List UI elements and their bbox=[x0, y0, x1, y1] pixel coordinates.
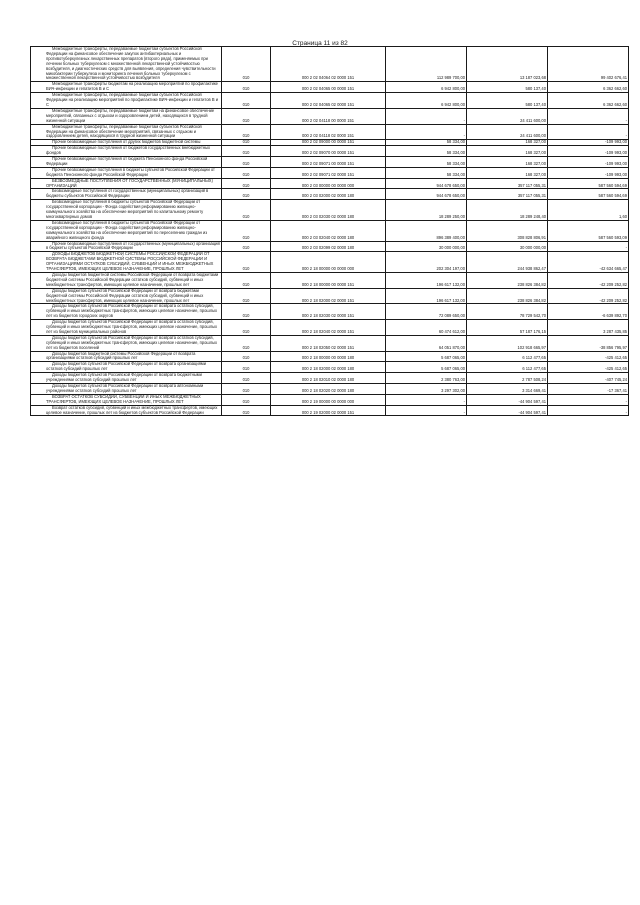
row-name-cell bbox=[31, 351, 222, 362]
row-name-text: Доходы бюджетов субъектов Российской Федерации от возврата остатков субсидий, субвенций и иных межбюджетных трансфертов, имеющих целевое назначение, прошлых лет из бюджетов городских округов bbox=[46, 303, 218, 319]
table-row bbox=[31, 167, 629, 178]
row-code-cell: 010 bbox=[222, 272, 271, 288]
row-remaining-cell: 587 560 594,69 bbox=[548, 189, 629, 200]
row-code-cell: 010 bbox=[222, 157, 271, 168]
table-row bbox=[31, 178, 629, 189]
table-row bbox=[31, 320, 629, 336]
row-remaining-cell: -6 639 892,70 bbox=[548, 304, 629, 320]
row-name-text: Прочие безвозмездные поступления от бюджета Пенсионного фонда Российской Федерации bbox=[46, 156, 208, 166]
row-name-cell bbox=[31, 124, 222, 140]
row-approved-cell: 196 617 132,00 bbox=[386, 288, 467, 304]
row-executed-cell: 168 327,00 bbox=[467, 140, 548, 146]
row-remaining-cell: 587 560 594,69 bbox=[548, 178, 629, 189]
row-remaining-cell: 587 560 593,09 bbox=[548, 220, 629, 241]
row-kbk-cell: 000 2 03 02030 02 0000 180 bbox=[271, 200, 386, 221]
row-name-text: Доходы бюджетов субъектов Российской Федерации от возврата организациями остатков субсидий прошлых лет bbox=[46, 361, 207, 372]
row-kbk-cell: 000 2 03 02040 02 0000 180 bbox=[271, 220, 386, 241]
row-executed-cell: 357 117 055,31 bbox=[467, 178, 548, 189]
row-kbk-cell: 000 2 02 09000 00 0000 151 bbox=[271, 140, 386, 146]
row-approved-cell: - bbox=[386, 124, 467, 140]
row-name-text: Прочие безвозмездные поступления в бюджеты субъектов Российской Федерации от бюджета Пенсионного фонда Российской Федерации bbox=[46, 167, 215, 177]
row-name-cell bbox=[31, 178, 222, 189]
row-kbk-cell: 000 2 18 02000 02 0000 180 bbox=[271, 362, 386, 373]
table-row bbox=[31, 82, 629, 93]
row-code-cell: 010 bbox=[222, 47, 271, 82]
table-row bbox=[31, 394, 629, 405]
row-approved-cell: 944 678 650,00 bbox=[386, 189, 467, 200]
table-row bbox=[31, 351, 629, 362]
row-approved-cell: 5 687 065,00 bbox=[386, 362, 467, 373]
row-name-text: ДОХОДЫ БЮДЖЕТОВ БЮДЖЕТНОЙ СИСТЕМЫ РОССИЙСКОЙ ФЕДЕРАЦИИ ОТ ВОЗВРАТА БЮДЖЕТАМИ БЮДЖЕТНОЙ СИСТЕМЫ РОССИЙСКОЙ ФЕДЕРАЦИИ И ОРГАНИЗАЦИЯМИ ОСТАТКОВ СУБСИДИЙ, СУБВЕНЦИЙ И ИНЫХ МЕЖБЮДЖЕТНЫХ ТРАНСФЕРТОВ, ИМЕЮЩИХ ЦЕЛЕВОЕ НАЗНАЧЕНИЕ, ПРОШЛЫХ ЛЕТ bbox=[46, 251, 214, 272]
row-name-cell bbox=[31, 252, 222, 273]
row-name-text: Доходы бюджетов бюджетной системы Российской Федерации от возврата организациями остатков субсидий прошлых лет bbox=[46, 351, 196, 361]
row-code-cell: 010 bbox=[222, 320, 271, 336]
row-code-cell: 010 bbox=[222, 241, 271, 252]
row-kbk-cell: 000 2 19 02000 02 0000 151 bbox=[271, 405, 386, 416]
row-name-text: Межбюджетные трансферты, передаваемые бюджетам субъектов Российской Федерации на реализацию мероприятий по профилактике ВИЧ-инфекции и гепатитов B и C bbox=[46, 92, 218, 107]
row-kbk-cell: 000 2 03 02000 02 0000 180 bbox=[271, 189, 386, 200]
row-name-cell bbox=[31, 200, 222, 221]
row-kbk-cell: 000 2 02 04064 02 0000 151 bbox=[271, 47, 386, 82]
row-name-cell bbox=[31, 140, 222, 146]
row-kbk-cell: 000 2 03 02099 02 0000 180 bbox=[271, 241, 386, 252]
row-executed-cell: 168 327,00 bbox=[467, 157, 548, 168]
row-name-text: Доходы бюджетов субъектов Российской Федерации от возврата бюджетными учреждениями остатков субсидий прошлых лет bbox=[46, 372, 202, 383]
row-name-cell bbox=[31, 146, 222, 157]
row-approved-cell: 58 334,00 bbox=[386, 146, 467, 157]
row-kbk-cell: 000 2 02 04065 00 0000 151 bbox=[271, 82, 386, 93]
row-approved-cell: 6 942 800,00 bbox=[386, 93, 467, 109]
table-row bbox=[31, 220, 629, 241]
row-name-cell bbox=[31, 405, 222, 416]
row-name-text: Доходы бюджетов субъектов Российской Федерации от возврата остатков субсидий, субвенций и иных межбюджетных трансфертов, имеющих целевое назначение, прошлых лет из бюджетов поселений bbox=[46, 335, 218, 350]
row-approved-cell: 896 389 400,00 bbox=[386, 220, 467, 241]
row-approved-cell: 58 334,00 bbox=[386, 157, 467, 168]
row-remaining-cell: 6 362 662,60 bbox=[548, 82, 629, 93]
row-executed-cell: 24 411 600,00 bbox=[467, 124, 548, 140]
row-name-cell bbox=[31, 362, 222, 373]
row-executed-cell: 57 187 176,15 bbox=[467, 320, 548, 336]
row-executed-cell: 24 411 600,00 bbox=[467, 108, 548, 124]
row-name-cell bbox=[31, 189, 222, 200]
row-code-cell: 010 bbox=[222, 335, 271, 351]
row-kbk-cell: 000 2 18 02050 02 0000 151 bbox=[271, 335, 386, 351]
row-executed-cell: 102 918 665,97 bbox=[467, 335, 548, 351]
table-row bbox=[31, 157, 629, 168]
row-kbk-cell: 000 2 02 09070 00 0000 151 bbox=[271, 146, 386, 157]
row-name-text: Безвозмездные поступления в бюджеты субъектов Российской Федерации от государственной корпорации - Фонда содействия реформированию жилищно-коммунального хозяйства на обеспечение мероприятий по переселению граждан из аварийного жилищного фонда bbox=[46, 220, 208, 240]
row-approved-cell: 64 051 870,00 bbox=[386, 335, 467, 351]
row-name-cell bbox=[31, 384, 222, 395]
row-executed-cell: -44 904 597,41 bbox=[467, 394, 548, 405]
row-name-cell bbox=[31, 47, 222, 82]
table-row bbox=[31, 93, 629, 109]
row-kbk-cell: 000 2 02 04118 00 0000 151 bbox=[271, 108, 386, 124]
row-remaining-cell: 1,60 bbox=[548, 200, 629, 221]
row-executed-cell: 30 000 000,00 bbox=[467, 241, 548, 252]
row-approved-cell: 112 989 700,00 bbox=[386, 47, 467, 82]
row-name-text: Безвозмездные поступления от государственных (муниципальных) организаций в бюджеты субъектов Российской Федерации bbox=[46, 188, 209, 199]
row-kbk-cell: 000 2 02 09071 00 0000 151 bbox=[271, 157, 386, 168]
row-remaining-cell: -109 993,00 bbox=[548, 167, 629, 178]
row-name-text: Доходы бюджетов субъектов Российской Федерации от возврата автономными учреждениями остатков субсидий прошлых лет bbox=[46, 383, 204, 393]
row-name-text: Прочие безвозмездные поступления от государственных (муниципальных) организаций в бюджеты субъектов Российской Федерации bbox=[46, 241, 220, 251]
row-name-cell bbox=[31, 93, 222, 109]
row-name-cell bbox=[31, 304, 222, 320]
row-name-cell bbox=[31, 373, 222, 384]
row-approved-cell: - bbox=[386, 108, 467, 124]
row-code-cell: 010 bbox=[222, 200, 271, 221]
row-executed-cell: 6 112 477,65 bbox=[467, 351, 548, 362]
row-code-cell: 010 bbox=[222, 93, 271, 109]
table-row bbox=[31, 140, 629, 146]
row-remaining-cell: - bbox=[548, 405, 629, 416]
row-executed-cell: 2 787 508,24 bbox=[467, 373, 548, 384]
table-row bbox=[31, 335, 629, 351]
row-remaining-cell: -17 367,41 bbox=[548, 384, 629, 395]
row-kbk-cell: 000 2 18 02040 02 0000 151 bbox=[271, 320, 386, 336]
row-executed-cell: 168 327,00 bbox=[467, 167, 548, 178]
row-kbk-cell: 000 2 02 04065 02 0000 151 bbox=[271, 93, 386, 109]
row-kbk-cell: 000 2 03 00000 00 0000 000 bbox=[271, 178, 386, 189]
row-name-cell bbox=[31, 82, 222, 93]
row-executed-cell: -44 904 597,41 bbox=[467, 405, 548, 416]
page-header: Страница 11 из 82 bbox=[292, 40, 348, 47]
row-code-cell: 010 bbox=[222, 373, 271, 384]
row-code-cell: 010 bbox=[222, 146, 271, 157]
table-row bbox=[31, 189, 629, 200]
row-code-cell: 010 bbox=[222, 140, 271, 146]
row-name-text: Доходы бюджетов субъектов Российской Федерации от возврата остатков субсидий, субвенций и иных межбюджетных трансфертов, имеющих целевое назначение, прошлых лет из бюджетов муниципальных районов bbox=[46, 319, 218, 334]
row-executed-cell: 580 137,40 bbox=[467, 93, 548, 109]
row-remaining-cell: -42 209 252,82 bbox=[548, 272, 629, 288]
row-executed-cell: 580 137,40 bbox=[467, 82, 548, 93]
row-name-cell bbox=[31, 241, 222, 252]
table-row bbox=[31, 384, 629, 395]
table-row bbox=[31, 304, 629, 320]
row-remaining-cell: - bbox=[548, 108, 629, 124]
table-row bbox=[31, 405, 629, 416]
table-row bbox=[31, 362, 629, 373]
row-executed-cell: 13 187 023,68 bbox=[467, 47, 548, 82]
row-remaining-cell: -109 993,00 bbox=[548, 157, 629, 168]
table-row bbox=[31, 241, 629, 252]
row-approved-cell: 30 000 000,00 bbox=[386, 241, 467, 252]
row-code-cell: 010 bbox=[222, 189, 271, 200]
table-body bbox=[31, 47, 629, 416]
row-code-cell: 010 bbox=[222, 252, 271, 273]
row-approved-cell: - bbox=[386, 394, 467, 405]
row-approved-cell: 5 687 065,00 bbox=[386, 351, 467, 362]
row-code-cell: 010 bbox=[222, 178, 271, 189]
row-name-text: Доходы бюджетов субъектов Российской Федерации от возврата бюджетами бюджетной системы Российской Федерации остатков субсидий, субвенций и иных межбюджетных трансфертов, имеющих целевое назначение, прошлых лет bbox=[46, 288, 204, 303]
table-row bbox=[31, 47, 629, 82]
row-approved-cell: 944 678 650,00 bbox=[386, 178, 467, 189]
row-executed-cell: 6 112 477,65 bbox=[467, 362, 548, 373]
row-name-cell bbox=[31, 288, 222, 304]
row-remaining-cell: - bbox=[548, 124, 629, 140]
row-executed-cell: 308 828 806,91 bbox=[467, 220, 548, 241]
row-kbk-cell: 000 2 02 09071 02 0000 151 bbox=[271, 167, 386, 178]
row-code-cell: 010 bbox=[222, 351, 271, 362]
row-approved-cell: 2 380 763,00 bbox=[386, 373, 467, 384]
row-executed-cell: 238 826 384,82 bbox=[467, 272, 548, 288]
row-name-text: Межбюджетные трансферты, передаваемые бюджетам на финансовое обеспечение мероприятий, связанных с отдыхом и оздоровлением детей, находящихся в трудной жизненной ситуации bbox=[46, 108, 215, 123]
row-executed-cell: 244 938 862,47 bbox=[467, 252, 548, 273]
row-code-cell: 010 bbox=[222, 405, 271, 416]
row-remaining-cell: -425 412,65 bbox=[548, 362, 629, 373]
table-row bbox=[31, 200, 629, 221]
row-approved-cell: 18 289 250,00 bbox=[386, 200, 467, 221]
row-approved-cell: 58 334,00 bbox=[386, 167, 467, 178]
row-remaining-cell: - bbox=[548, 394, 629, 405]
table-row bbox=[31, 252, 629, 273]
row-name-cell bbox=[31, 394, 222, 405]
row-kbk-cell: 000 2 18 00000 00 0000 000 bbox=[271, 252, 386, 273]
table-row bbox=[31, 288, 629, 304]
row-approved-cell: 3 297 302,00 bbox=[386, 384, 467, 395]
budget-table bbox=[30, 46, 629, 416]
table-row bbox=[31, 124, 629, 140]
row-name-text: Межбюджетные трансферты бюджетам на реализацию мероприятий по профилактике ВИЧ-инфекции и гепатитов B и C bbox=[46, 81, 218, 92]
row-name-text: Возврат остатков субсидий, субвенций и иных межбюджетных трансфертов, имеющих целевое назначение, прошлых лет из бюджетов субъектов Российской Федерации bbox=[46, 405, 218, 415]
row-kbk-cell: 000 2 18 02000 02 0000 151 bbox=[271, 288, 386, 304]
row-remaining-cell: -38 856 795,97 bbox=[548, 335, 629, 351]
row-name-cell bbox=[31, 220, 222, 241]
row-code-cell: 010 bbox=[222, 304, 271, 320]
row-name-text: Прочие безвозмездные поступления от бюджетов государственных внебюджетных фондов bbox=[46, 145, 211, 156]
row-executed-cell: 78 729 542,70 bbox=[467, 304, 548, 320]
row-executed-cell: 18 289 248,40 bbox=[467, 200, 548, 221]
row-executed-cell: 3 314 669,41 bbox=[467, 384, 548, 395]
row-code-cell: 010 bbox=[222, 108, 271, 124]
row-approved-cell: - bbox=[386, 405, 467, 416]
row-name-cell bbox=[31, 157, 222, 168]
row-name-text: БЕЗВОЗМЕЗДНЫЕ ПОСТУПЛЕНИЯ ОТ ГОСУДАРСТВЕННЫХ (МУНИЦИПАЛЬНЫХ) ОРГАНИЗАЦИЙ bbox=[46, 178, 213, 188]
row-kbk-cell: 000 2 19 00000 00 0000 000 bbox=[271, 394, 386, 405]
row-remaining-cell: 3 287 435,85 bbox=[548, 320, 629, 336]
row-name-text: Межбюджетные трансферты, передаваемые бюджетам субъектов Российской Федерации на финансовое обеспечение закупок антибактериальных и противотуберкулезных лекарственных препаратов (второго ряда), применяемых при лечении больных туберкулезом с множественной лекарственной устойчивостью возбудителя, и диагностических средств для выявления, определения чувствительности микобактерии туберкулеза и мониторинга лечения больных туберкулезом с множественной лекарственной устойчивостью возбудителя bbox=[46, 46, 216, 81]
row-approved-cell: 72 089 650,00 bbox=[386, 304, 467, 320]
row-remaining-cell: - bbox=[548, 241, 629, 252]
row-code-cell: 010 bbox=[222, 288, 271, 304]
row-remaining-cell: -109 993,00 bbox=[548, 140, 629, 146]
row-name-cell bbox=[31, 108, 222, 124]
row-executed-cell: 238 826 384,82 bbox=[467, 288, 548, 304]
row-kbk-cell: 000 2 18 02010 02 0000 180 bbox=[271, 373, 386, 384]
row-name-text: Безвозмездные поступления в бюджеты субъектов Российской Федерации от государственной корпорации - Фонда содействия реформированию жилищно-коммунального хозяйства на обеспечение мероприятий по капитальному ремонту многоквартирных домов bbox=[46, 199, 204, 219]
row-kbk-cell: 000 2 18 02020 02 0000 180 bbox=[271, 384, 386, 395]
row-kbk-cell: 000 2 18 00000 00 0000 180 bbox=[271, 351, 386, 362]
row-name-cell bbox=[31, 167, 222, 178]
row-approved-cell: 60 474 612,00 bbox=[386, 320, 467, 336]
row-approved-cell: 196 617 132,00 bbox=[386, 272, 467, 288]
table-row bbox=[31, 108, 629, 124]
row-name-cell bbox=[31, 320, 222, 336]
row-remaining-cell: 99 402 676,41 bbox=[548, 47, 629, 82]
row-name-text: Межбюджетные трансферты, передаваемые бюджетам субъектов Российской Федерации на финансовое обеспечение мероприятий, связанных с отдыхом и оздоровлением детей, находящихся в трудной жизненной ситуации bbox=[46, 124, 202, 139]
row-code-cell: 010 bbox=[222, 220, 271, 241]
row-remaining-cell: 6 362 662,60 bbox=[548, 93, 629, 109]
row-code-cell: 010 bbox=[222, 394, 271, 405]
table-row bbox=[31, 272, 629, 288]
row-code-cell: 010 bbox=[222, 124, 271, 140]
table-row bbox=[31, 146, 629, 157]
row-remaining-cell: -425 412,65 bbox=[548, 351, 629, 362]
row-approved-cell: 58 334,00 bbox=[386, 140, 467, 146]
row-approved-cell: 202 304 197,00 bbox=[386, 252, 467, 273]
row-remaining-cell: -109 993,00 bbox=[548, 146, 629, 157]
row-executed-cell: 168 327,00 bbox=[467, 146, 548, 157]
row-name-cell bbox=[31, 272, 222, 288]
row-kbk-cell: 000 2 18 00000 00 0000 151 bbox=[271, 272, 386, 288]
row-code-cell: 010 bbox=[222, 82, 271, 93]
row-kbk-cell: 000 2 18 02030 02 0000 151 bbox=[271, 304, 386, 320]
row-code-cell: 010 bbox=[222, 362, 271, 373]
row-approved-cell: 6 942 800,00 bbox=[386, 82, 467, 93]
row-name-text: ВОЗВРАТ ОСТАТКОВ СУБСИДИЙ, СУБВЕНЦИЙ И ИНЫХ МЕЖБЮДЖЕТНЫХ ТРАНСФЕРТОВ, ИМЕЮЩИХ ЦЕЛЕВОЕ НАЗНАЧЕНИЕ, ПРОШЛЫХ ЛЕТ bbox=[46, 394, 201, 404]
row-code-cell: 010 bbox=[222, 384, 271, 395]
row-name-text: Доходы бюджетов бюджетной системы Российской Федерации от возврата бюджетами бюджетной системы Российской Федерации остатков субсидий, субвенций и иных межбюджетных трансфертов, имеющих целевое назначение, прошлых лет bbox=[46, 272, 219, 287]
table-row bbox=[31, 373, 629, 384]
row-executed-cell: 357 117 055,31 bbox=[467, 189, 548, 200]
row-remaining-cell: -42 209 252,82 bbox=[548, 288, 629, 304]
row-remaining-cell: -42 634 665,47 bbox=[548, 252, 629, 273]
row-name-cell bbox=[31, 335, 222, 351]
row-kbk-cell: 000 2 02 04118 02 0000 151 bbox=[271, 124, 386, 140]
row-name-text: Прочие безвозмездные поступления от других бюджетов бюджетной системы bbox=[52, 139, 201, 145]
row-code-cell: 010 bbox=[222, 167, 271, 178]
row-remaining-cell: -407 745,24 bbox=[548, 373, 629, 384]
